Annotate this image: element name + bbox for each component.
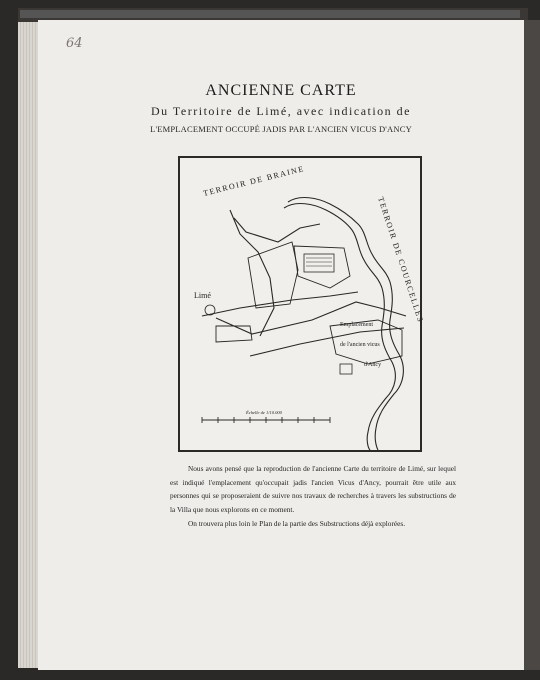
- map-scale-label: Échelle de 1/10.000: [246, 410, 282, 415]
- map-frame: [178, 156, 426, 452]
- map-label-ancy: d'Ancy: [364, 362, 382, 368]
- map-label-terroir-courcelles: TERROIR DE COURCELLES: [376, 195, 426, 325]
- map-label-lime: Limé: [194, 291, 211, 300]
- page-number: 64: [66, 36, 83, 51]
- paragraph-1: Nous avons pensé que la reproduction de l'ancienne Carte du territoire de Limé, sur lequel est indiqué l'emplacement qu'occupait jadis l'ancien Vicus d'Ancy, pourrait être utile aux personnes qui se proposeraient de suivre nos travaux de recherches à travers les substructions de la Villa que nous explorons en ce moment.: [170, 464, 456, 515]
- map-label-terroir-braine: TERROIR DE BRAINE: [202, 164, 306, 198]
- page-subtitle-caps: L'EMPLACEMENT OCCUPÉ JADIS PAR L'ANCIEN VICUS D'ANCY: [150, 124, 412, 134]
- body-text: [170, 462, 456, 531]
- page-title: ANCIENNE CARTE: [205, 82, 357, 99]
- old-map-drawing: [180, 158, 426, 450]
- map-label-vicus: de l'ancien vicus: [340, 342, 380, 348]
- page-subtitle: Du Territoire de Limé, avec indication de: [150, 104, 412, 118]
- map-label-emplacement: Emplacement: [340, 322, 373, 328]
- paragraph-2: On trouvera plus loin le Plan de la partie des Substructions déjà explorées.: [188, 518, 406, 528]
- book-page-edges: [18, 22, 40, 668]
